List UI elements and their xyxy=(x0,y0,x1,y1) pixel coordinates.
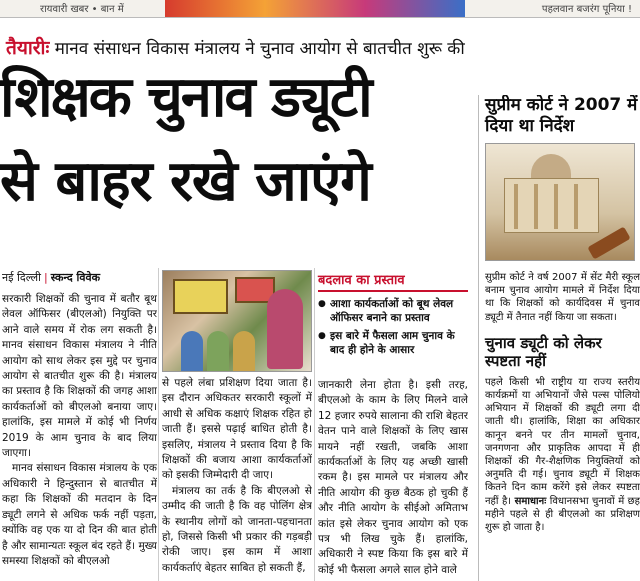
court-pillar xyxy=(514,184,518,229)
supreme-court-image xyxy=(485,143,635,261)
article-column-1 xyxy=(2,292,157,581)
byline-place: नई दिल्ली xyxy=(2,271,41,284)
sidebar-heading-clarity: चुनाव ड्यूटी को लेकर स्पष्टता नहीं xyxy=(485,333,602,370)
article-column-3 xyxy=(318,378,468,581)
column-divider xyxy=(158,268,159,581)
photo-teacher xyxy=(267,289,303,369)
photo-child xyxy=(207,331,229,371)
column-2-paragraph: से पहले लंबा प्रशिक्षण दिया जाता है। इस दौरान अधिकतर सरकारी स्कूलों में आधी से अधिक कक्षाएं शिक्षक रहित हो जाती हैं। इससे पढ़ाई बाधित होती है। इसलिए, मंत्रालय ने प्रस्ताव दिया है कि शिक्षकों की बजाय आशा कार्यकर्ताओं को इसकी जिम्मेदारी दी जाए। xyxy=(162,377,312,482)
sidebar-caption: सुप्रीम कोर्ट ने वर्ष 2007 में सेंट मैरी स्कूल बनाम चुनाव आयोग मामले में निर्देश दिया था कि शिक्षकों को कार्यदिवस में चुनाव ड्यूटी में तैनात नहीं किया जा सकता। xyxy=(485,272,640,323)
proposal-item: ● इस बारे में फैसला आम चुनाव के बाद ही होने के आसार xyxy=(318,330,468,357)
proposal-box xyxy=(318,270,468,376)
court-pillar xyxy=(534,184,538,229)
column-2-paragraph: मंत्रालय का तर्क है कि बीएलओ से उम्मीद की जाती है कि वह पोलिंग क्षेत्र के स्थानीय लोगों को जानता-पहचानता हो, जिससे किसी भी प्रकार की गड़बड़ी रोकी जाए। इस काम में आशा कार्यकर्ताएं बेहतर साबित हो सकती हैं, xyxy=(162,484,312,574)
court-dome xyxy=(531,154,571,178)
byline-author: स्कन्द विवेक xyxy=(50,271,101,284)
byline-separator: | xyxy=(43,271,48,284)
article-column-2 xyxy=(162,376,312,581)
kicker-label: तैयारीः xyxy=(6,37,50,59)
top-strip-right-text: पहलवान बजरंग पूनिया ! xyxy=(541,4,632,15)
sidebar-body-text: पहले किसी भी राष्ट्रीय या राज्य स्तरीय कार्यक्रमों या अभियानों जैसे पल्स पोलियो अभियान में शिक्षकों की ड्यूटी लगा दी जाती थी। हालांकि, शिक्षा का अधिकार कानून बनने पर तीन मामलों चुनाव, जनगणना और प्राकृतिक आपदा में ही शिक्षकों की गैर-शैक्षणिक नियुक्तियों को अनुमति दी गई। चुनाव ड्यूटी में शिक्षक कितने दिन काम करेंगे इसे लेकर स्पष्टता नहीं है। xyxy=(485,376,640,507)
column-3-paragraph: जानकारी लेना होता है। इसी तरह, बीएलओ के काम के लिए मिलने वाले 12 हजार रुपये सालाना की राशि बेहतर वेतन पाने वाले शिक्षकों के लिए खास मायने नहीं रखती, जबकि आशा कार्यकर्ताओं के लिए यह अच्छी खासी रकम है। इस मामले पर मंत्रालय और नीति आयोग की कुछ बैठक हो चुकी हैं और नीति आयोग के सीईओ अमिताभ कांत इसे लेकर चुनाव आयोग को एक पत्र भी लिख चुके हैं। हालांकि, अधिकारी ने स्पष्ट किया कि इस बारे में कोई भी फैसला अगले साल होने वाले xyxy=(318,379,468,576)
byline xyxy=(2,270,162,285)
sidebar-solution-text: विधानसभा चुनावों में छह महीने पहले से ही बीएलओ का प्रशिक्षण शुरू हो जाता है। xyxy=(485,495,640,534)
court-pillar xyxy=(554,184,558,229)
column-1-paragraph: सरकारी शिक्षकों की चुनाव में बतौर बूथ लेवल ऑफिसर (बीएलओ) नियुक्ति पर आने वाले समय में रोक लग सकती है। मानव संसाधन विकास मंत्रालय ने नीति आयोग को साथ लेकर इस मुद्दे पर चुनाव आयोग से बातचीत शुरू की है। मंत्रालय का प्रस्ताव है कि शिक्षकों की जगह आशा कार्यकर्ताओं को बीएलओ बनाया जाए। हालांकि, इस मामले में कोई भी निर्णय 2019 के आम चुनाव के बाद लिया जाएगा। xyxy=(2,293,157,460)
proposal-heading: बदलाव का प्रस्ताव xyxy=(318,270,468,292)
photo-board xyxy=(173,279,228,314)
kicker xyxy=(6,34,636,62)
sidebar-body xyxy=(485,376,640,534)
sidebar-solution-label: समाधानः xyxy=(514,495,547,507)
classroom-photo xyxy=(162,270,312,372)
sidebar xyxy=(478,95,640,581)
court-pillar xyxy=(574,184,578,229)
top-strip xyxy=(0,0,640,18)
proposal-list xyxy=(318,298,468,357)
headline xyxy=(0,65,480,214)
top-strip-banner-image xyxy=(165,0,465,18)
headline-line-2: से बाहर रखे जाएंगे xyxy=(0,149,371,214)
proposal-item: ● आशा कार्यकर्ताओं को बूथ लेवल ऑफिसर बनाने का प्रस्ताव xyxy=(318,298,468,325)
court-building xyxy=(504,178,599,233)
headline-line-1: शिक्षक चुनाव ड्यूटी xyxy=(0,65,371,130)
photo-child xyxy=(181,331,203,371)
column-divider xyxy=(314,268,315,581)
sidebar-heading-supreme-court: सुप्रीम कोर्ट ने 2007 में दिया था निर्देश xyxy=(485,95,638,136)
column-1-paragraph: मानव संसाधन विकास मंत्रालय के एक अधिकारी ने हिन्दुस्तान से बातचीत में कहा कि शिक्षकों की मतदान के दिन ड्यूटी लगने से अधिक फर्क नहीं पड़ता, क्योंकि वह एक या दो दिन की बात होती है और सामान्यतः स्कूल बंद रहते हैं। मुख्य समस्या शिक्षकों को बीएलओ xyxy=(2,462,157,567)
kicker-text: मानव संसाधन विकास मंत्रालय ने चुनाव आयोग से बातचीत शुरू की xyxy=(49,39,465,59)
top-strip-left-text: रायवारी खबर • बान में xyxy=(40,4,124,15)
photo-child xyxy=(233,331,255,371)
